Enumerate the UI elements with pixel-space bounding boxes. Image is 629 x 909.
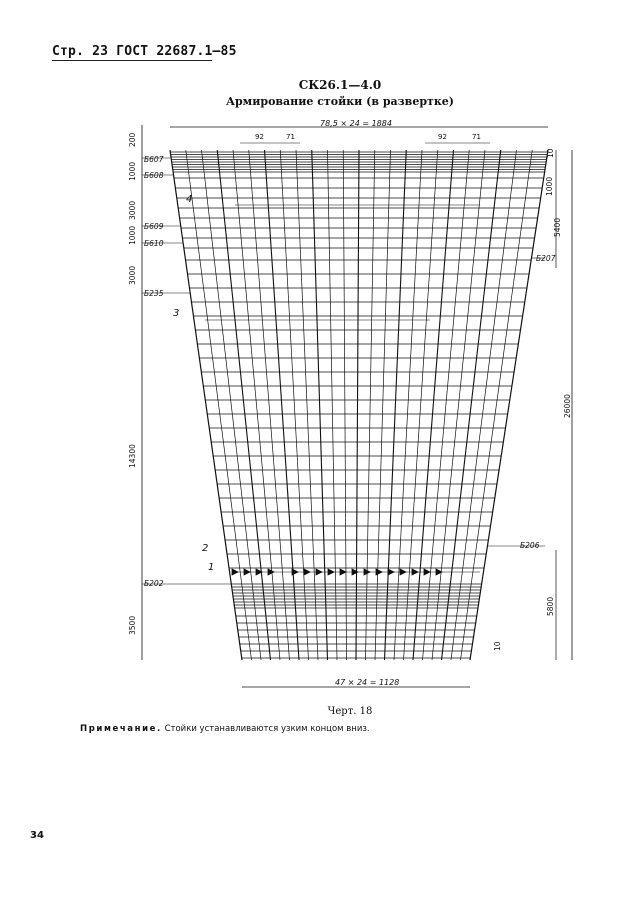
- bar-arrow: [340, 569, 346, 575]
- bar-arrow: [292, 569, 298, 575]
- longitudinal-bar: [217, 150, 270, 660]
- left-dim-3500: 3500: [128, 615, 137, 635]
- top-total-dimension: 78,5 × 24 = 1884: [320, 119, 392, 128]
- page-number: 34: [30, 830, 44, 841]
- mesh-label-b607: Б607: [144, 155, 164, 164]
- longitudinal-bar: [328, 150, 338, 660]
- position-mark-2: 2: [202, 543, 209, 554]
- mesh-label-b202: Б202: [144, 579, 164, 588]
- longitudinal-bar: [404, 150, 438, 660]
- drawing-title: СК26.1—4.0: [298, 78, 382, 92]
- right-dim-5400: 5400: [553, 217, 562, 237]
- drawing-subtitle: Армирование стойки (в развертке): [226, 95, 454, 108]
- bar-arrow: [328, 569, 334, 575]
- longitudinal-bar: [385, 150, 407, 660]
- reinforcement-mesh: [170, 150, 548, 660]
- longitudinal-bar: [265, 150, 300, 660]
- longitudinal-bar: [186, 150, 252, 660]
- right-dim-26000: 26000: [563, 394, 572, 418]
- left-dim-200: 200: [128, 132, 137, 147]
- spacing-92-left: 92: [255, 133, 264, 141]
- mesh-label-b235: Б235: [144, 289, 164, 298]
- longitudinal-bar: [343, 150, 346, 660]
- longitudinal-bar: [432, 150, 485, 660]
- position-mark-1: 1: [208, 562, 215, 573]
- spacing-71-right: 71: [472, 133, 481, 141]
- position-mark-4: 4: [186, 194, 193, 205]
- longitudinal-bar: [233, 150, 280, 660]
- right-dim-10-bottom: 10: [493, 641, 502, 651]
- longitudinal-bar: [312, 150, 328, 660]
- longitudinal-bar: [451, 150, 517, 660]
- right-dim-1000: 1000: [545, 176, 554, 196]
- page-header: Стр. 23 ГОСТ 22687.1—85: [52, 44, 237, 59]
- longitudinal-bar: [394, 150, 422, 660]
- note-text: Стойки устанавливаются узким концом вниз.: [164, 724, 370, 734]
- bar-arrow: [232, 569, 238, 575]
- longitudinal-bar: [366, 150, 375, 660]
- longitudinal-bar: [413, 150, 454, 660]
- bottom-total-dimension: 47 × 24 = 1128: [335, 678, 400, 687]
- mesh-label-b609: Б609: [144, 222, 164, 231]
- figure-caption: Черт. 18: [327, 706, 373, 717]
- note-label: Примечание.: [80, 724, 162, 734]
- longitudinal-bar: [356, 150, 359, 660]
- bar-arrow: [412, 569, 418, 575]
- bar-arrow: [376, 569, 382, 575]
- spacing-92-right: 92: [438, 133, 447, 141]
- bar-arrow: [352, 569, 358, 575]
- longitudinal-bar: [296, 150, 318, 660]
- bar-arrow: [424, 569, 430, 575]
- longitudinal-bar: [423, 150, 470, 660]
- mesh-outline-right: [470, 150, 548, 660]
- left-dim-1000b: 1000: [128, 225, 137, 245]
- bar-arrow: [400, 569, 406, 575]
- left-dim-1000a: 1000: [128, 161, 137, 181]
- bar-arrow: [244, 569, 250, 575]
- bar-arrow: [268, 569, 274, 575]
- bar-arrow: [304, 569, 310, 575]
- left-dim-3000a: 3000: [128, 200, 137, 220]
- mesh-label-b206: Б206: [520, 541, 540, 550]
- right-dim-5800: 5800: [546, 596, 555, 616]
- spacing-71-left: 71: [286, 133, 295, 141]
- bar-arrow: [316, 569, 322, 575]
- note: [80, 724, 370, 734]
- mesh-label-b610: Б610: [144, 239, 164, 248]
- position-mark-3: 3: [173, 308, 180, 319]
- right-dim-10-top: 10: [546, 148, 555, 158]
- bar-arrow: [388, 569, 394, 575]
- left-dim-3000b: 3000: [128, 265, 137, 285]
- mesh-label-b207: Б207: [536, 254, 556, 263]
- mesh-label-b608: Б608: [144, 171, 164, 180]
- left-dim-14300: 14300: [128, 444, 137, 468]
